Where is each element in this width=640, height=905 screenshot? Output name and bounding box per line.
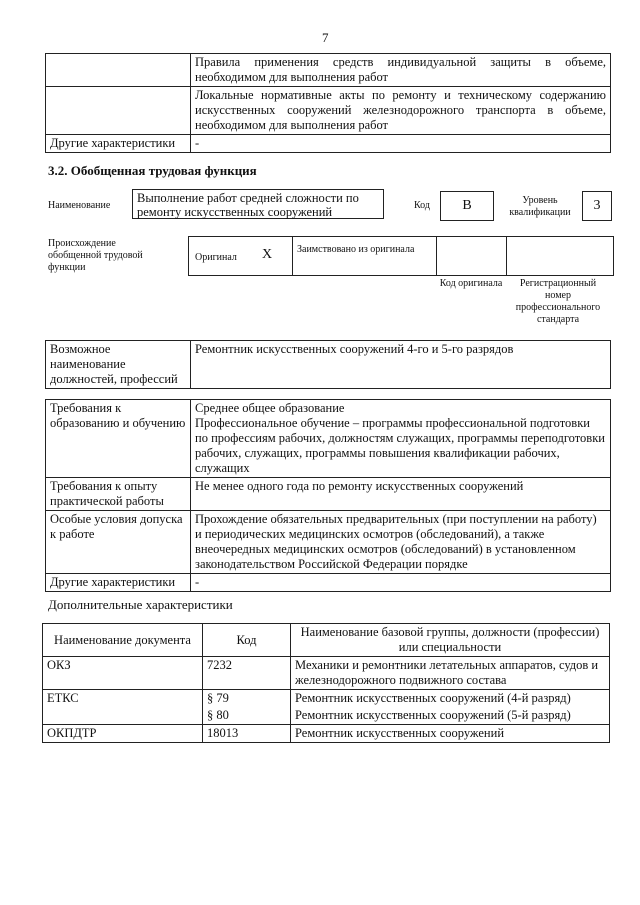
table-cell-text: - bbox=[191, 135, 611, 153]
name-cell: Ремонтник искусственных сооружений (5-й разряд) bbox=[291, 707, 610, 725]
table-cell-label: Другие характеристики bbox=[46, 135, 191, 153]
code-cell: § 80 bbox=[203, 707, 291, 725]
origin-box bbox=[188, 236, 614, 276]
divider bbox=[506, 237, 507, 275]
table-cell-text: Локальные нормативные акты по ремонту и техническому содержанию искусственных сооружений железнодорожного транспорта в объеме, необходимом для выполнения работ bbox=[191, 87, 611, 135]
requirement-text: Прохождение обязательных предварительных (при поступлении на работу) и периодических медицинских осмотров (обследований), а также внеочередных медицинских осмотров (обследований) в установленном законодательством Российской Федерации порядке bbox=[191, 511, 611, 574]
positions-table bbox=[45, 340, 611, 389]
function-name-box: Выполнение работ средней сложности по ремонту искусственных сооружений bbox=[132, 189, 384, 219]
positions-value: Ремонтник искусственных сооружений 4-го и 5-го разрядов bbox=[191, 341, 611, 389]
requirement-label: Особые условия допуска к работе bbox=[46, 511, 191, 574]
table-cell-text: Правила применения средств индивидуальной защиты в объеме, необходимом для выполнения работ bbox=[191, 54, 611, 87]
code-label: Код bbox=[414, 200, 430, 211]
table-row bbox=[46, 511, 611, 574]
code-original-caption: Код оригинала bbox=[439, 278, 503, 289]
table-cell-label bbox=[46, 54, 191, 87]
divider bbox=[436, 237, 437, 275]
additional-table bbox=[42, 623, 610, 743]
requirements-table bbox=[45, 399, 611, 592]
table-row bbox=[46, 87, 611, 135]
code-cell: 18013 bbox=[203, 725, 291, 743]
level-box: 3 bbox=[582, 191, 612, 221]
code-cell: 7232 bbox=[203, 657, 291, 690]
doc-cell: ОКЗ bbox=[43, 657, 203, 690]
positions-label: Возможное наименование должностей, профессий bbox=[46, 341, 191, 389]
borrowed-label: Заимствовано из оригинала bbox=[297, 244, 415, 255]
column-header: Код bbox=[203, 624, 291, 657]
code-box: В bbox=[440, 191, 494, 221]
original-label: Оригинал bbox=[195, 252, 237, 263]
requirement-label: Требования к опыту практической работы bbox=[46, 478, 191, 511]
column-header: Наименование базовой группы, должности (профессии) или специальности bbox=[291, 624, 610, 657]
section-heading: 3.2. Обобщенная трудовая функция bbox=[48, 163, 257, 178]
divider bbox=[292, 237, 293, 275]
doc-cell: ЕТКС bbox=[43, 690, 203, 725]
requirement-label: Другие характеристики bbox=[46, 574, 191, 592]
origin-label: Происхождение обобщенной трудовой функции bbox=[48, 238, 143, 273]
table-row bbox=[43, 690, 610, 708]
name-label: Наименование bbox=[48, 200, 111, 211]
requirement-label: Требования к образованию и обучению bbox=[46, 400, 191, 478]
page-number: 7 bbox=[322, 30, 329, 45]
table-row bbox=[46, 54, 611, 87]
table-header-row bbox=[43, 624, 610, 657]
table-row bbox=[43, 657, 610, 690]
name-cell: Механики и ремонтники летательных аппаратов, судов и железнодорожного подвижного состава bbox=[291, 657, 610, 690]
table-row bbox=[46, 478, 611, 511]
requirement-text: Не менее одного года по ремонту искусственных сооружений bbox=[191, 478, 611, 511]
reg-number-caption: Регистрационный номер профессионального стандарта bbox=[515, 278, 601, 325]
name-cell: Ремонтник искусственных сооружений (4-й разряд) bbox=[291, 690, 610, 708]
table-row bbox=[43, 725, 610, 743]
doc-cell: ОКПДТР bbox=[43, 725, 203, 743]
table-row bbox=[46, 400, 611, 478]
table-row bbox=[46, 341, 611, 389]
column-header: Наименование документа bbox=[43, 624, 203, 657]
requirement-text: - bbox=[191, 574, 611, 592]
original-mark: X bbox=[262, 247, 273, 262]
additional-title: Дополнительные характеристики bbox=[48, 597, 233, 612]
top-table bbox=[45, 53, 611, 153]
table-row bbox=[46, 135, 611, 153]
level-label: Уровень квалификации bbox=[509, 195, 571, 218]
code-cell: § 79 bbox=[203, 690, 291, 708]
table-row bbox=[46, 574, 611, 592]
name-cell: Ремонтник искусственных сооружений bbox=[291, 725, 610, 743]
requirement-text: Среднее общее образование Профессиональное обучение – программы профессиональной подготовки по профессиям рабочих, должностям служащих, программы переподготовки рабочих, служащих, программы повышения квалификации рабочих, служащих bbox=[191, 400, 611, 478]
table-cell-label bbox=[46, 87, 191, 135]
